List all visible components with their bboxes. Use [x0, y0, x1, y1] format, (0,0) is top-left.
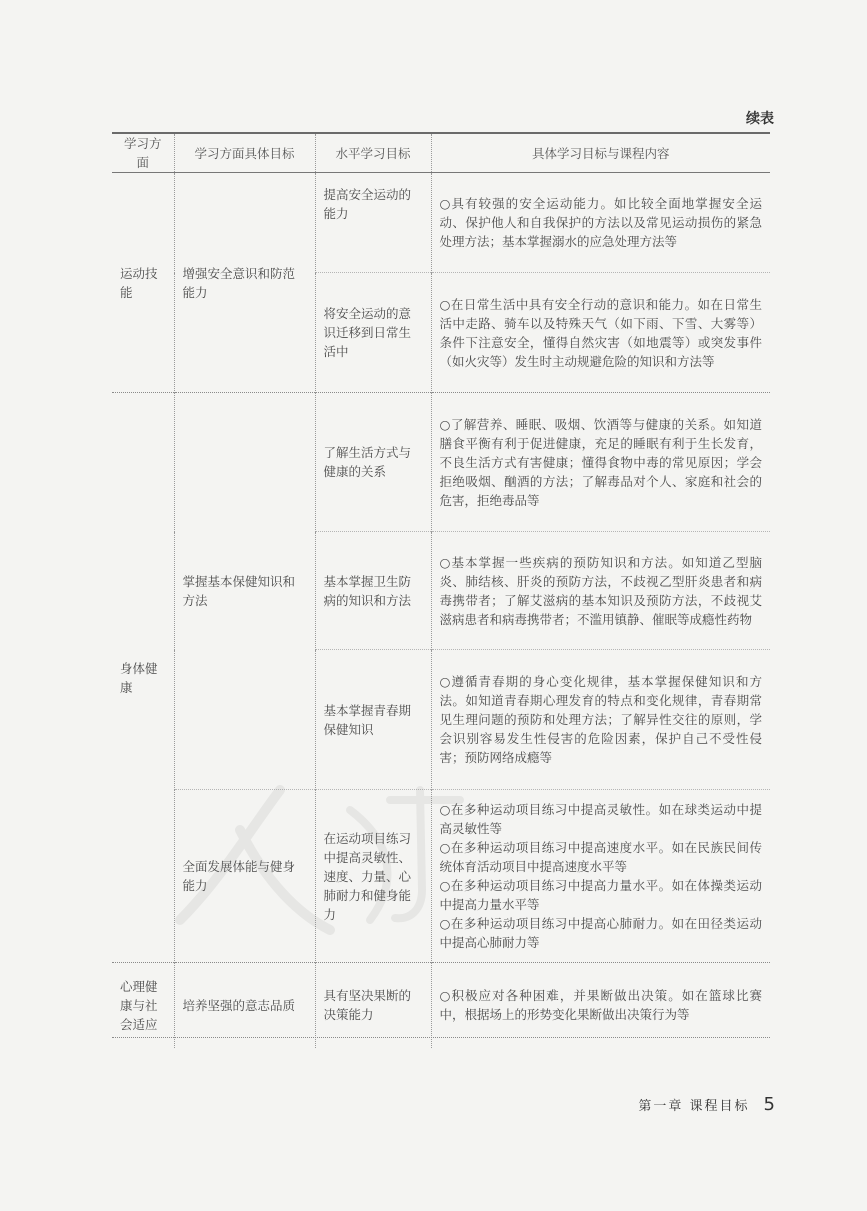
- content-cell: ○了解营养、睡眠、吸烟、饮酒等与健康的关系。如知道膳食平衡有利于促进健康，充足的睡眠有利于生长发育，不良生活方式有害健康；懂得食物中毒的常见原因；学会拒绝吸烟、酗酒的方法；了解毒品对个人、家庭和社会的危害，拒绝毒品等: [431, 393, 770, 532]
- header-goal: 学习方面具体目标: [174, 134, 315, 173]
- goal-cell: 增强安全意识和防范能力: [174, 173, 315, 393]
- content-cell: ○遵循青春期的身心变化规律，基本掌握保健知识和方法。如知道青春期心理发育的特点和变化规律，青春期常见生理问题的预防和处理方法；了解异性交往的原则，学会识别容易发生性侵害的危险因素，保护自己不受性侵害；预防网络成瘾等: [431, 650, 770, 790]
- table-bottom-rule: [112, 1037, 770, 1038]
- content-line: ○在多种运动项目练习中提高速度水平。如在民族民间传统体育活动项目中提高速度水平等: [439, 840, 762, 874]
- header-level: 水平学习目标: [315, 134, 431, 173]
- page-number: 5: [763, 1094, 775, 1115]
- content-cell: ○积极应对各种困难，并果断做出决策。如在篮球比赛中，根据场上的形势变化果断做出决策行为等: [431, 963, 770, 1048]
- goal-cell: 掌握基本保健知识和方法: [174, 393, 315, 790]
- content-line: ○在多种运动项目练习中提高力量水平。如在体操类运动中提高力量水平等: [439, 878, 762, 912]
- table-row: [112, 173, 770, 273]
- level-cell: 具有坚决果断的决策能力: [315, 963, 431, 1048]
- goal-cell: 全面发展体能与健身能力: [174, 790, 315, 963]
- curriculum-table: [112, 134, 770, 1048]
- content-line: ○在多种运动项目练习中提高心肺耐力。如在田径类运动中提高心肺耐力等: [439, 916, 762, 950]
- table-row: [112, 393, 770, 532]
- area-cell: 运动技能: [120, 265, 158, 300]
- continued-label: 续表: [746, 111, 774, 127]
- content-cell: ○基本掌握一些疾病的预防知识和方法。如知道乙型脑炎、肺结核、肝炎的预防方法，不歧视乙型肝炎患者和病毒携带者；了解艾滋病的基本知识及预防方法，不歧视艾滋病患者和病毒携带者；不滥用镇静、催眠等成瘾性药物: [431, 532, 770, 650]
- table-row: [112, 790, 770, 963]
- level-cell: 基本掌握青春期保健知识: [315, 650, 431, 790]
- level-cell: 基本掌握卫生防病的知识和方法: [315, 532, 431, 650]
- level-cell: 了解生活方式与健康的关系: [315, 393, 431, 532]
- area-cell: 身体健康: [112, 393, 174, 963]
- header-area: 学习方面: [112, 134, 174, 173]
- content-cell: [431, 790, 770, 963]
- content-cell: ○在日常生活中具有安全行动的意识和能力。如在日常生活中走路、骑车以及特殊天气（如下雨、下雪、大雾等）条件下注意安全，懂得自然灾害（如地震等）或突发事件（如火灾等）发生时主动规避危险的知识和方法等: [431, 273, 770, 393]
- content-cell: ○具有较强的安全运动能力。如比较全面地掌握安全运动、保护他人和自我保护的方法以及常见运动损伤的紧急处理方法；基本掌握溺水的应急处理方法等: [431, 173, 770, 273]
- level-cell: 将安全运动的意识迁移到日常生活中: [315, 273, 431, 393]
- level-cell: 在运动项目练习中提高灵敏性、速度、力量、心肺耐力和健身能力: [315, 790, 431, 963]
- level-cell: 提高安全运动的能力: [315, 173, 431, 273]
- goal-cell: 培养坚强的意志品质: [174, 963, 315, 1048]
- table-header-row: [112, 134, 770, 173]
- header-content: 具体学习目标与课程内容: [431, 134, 770, 173]
- table-row: [112, 963, 770, 1048]
- area-cell: 心理健康与社会适应: [112, 963, 174, 1048]
- page-footer: [638, 1094, 775, 1115]
- content-line: ○在多种运动项目练习中提高灵敏性。如在球类运动中提高灵敏性等: [439, 802, 762, 836]
- chapter-title: 第一章 课程目标: [638, 1099, 750, 1114]
